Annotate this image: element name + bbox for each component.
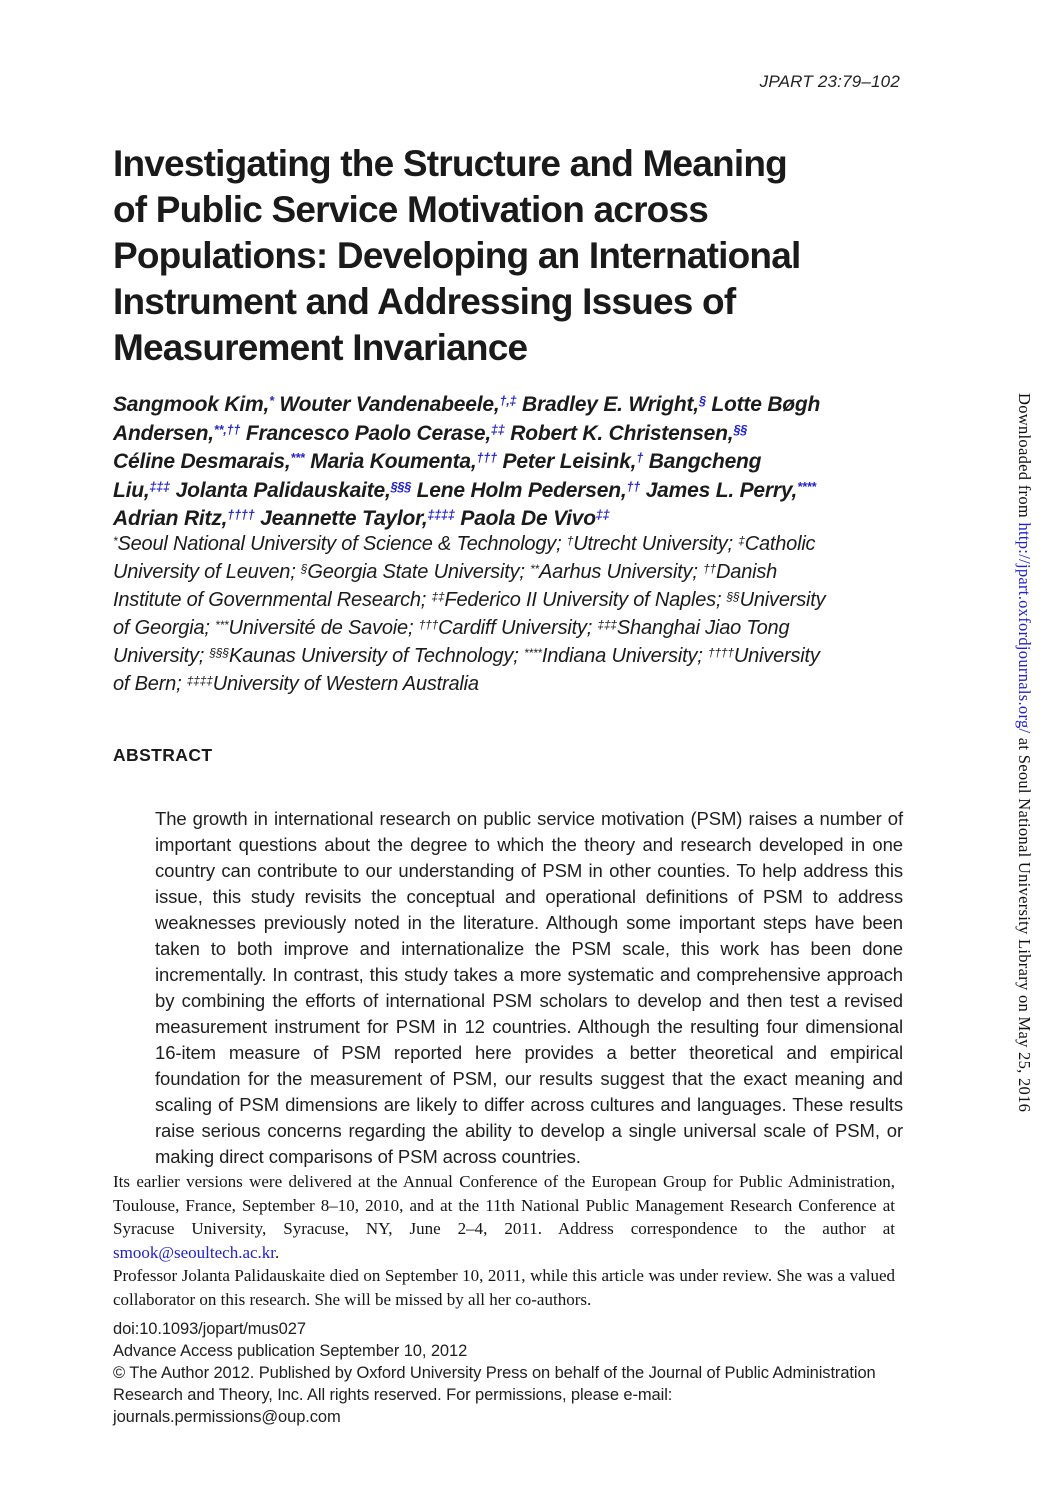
text-segment: Lene Holm Pedersen, (411, 478, 627, 502)
footnote-marker: ‡‡‡‡ (186, 673, 213, 688)
footnote-marker: ‡‡ (431, 589, 445, 604)
affiliations-line (113, 531, 913, 559)
footnote-marker: ‡ (738, 533, 745, 548)
text-segment: Sangmook Kim, (113, 393, 270, 416)
footnote-marker: §§§ (209, 645, 229, 660)
text-segment: Bradley E. Wright, (516, 393, 699, 416)
text-segment: Wouter Vandenabeele, (273, 393, 500, 416)
text-segment: Jeannette Taylor, (254, 507, 428, 530)
text-segment: . (275, 1242, 280, 1262)
text-segment: of Georgia; (113, 617, 216, 639)
download-source-link[interactable]: http://jpart.oxfordjournals.org/ (1015, 522, 1034, 734)
text-segment: Adrian Ritz, (113, 507, 228, 530)
authors-line (113, 449, 913, 478)
footnote-marker: **** (524, 645, 542, 660)
authors-line (113, 392, 913, 421)
text-segment: Paola De Vivo (454, 507, 596, 530)
footnote-marker: †† (626, 479, 641, 494)
footnote-marker: ‡‡‡‡ (427, 508, 455, 523)
text-segment: Francesco Paolo Cerase, (240, 421, 492, 445)
authors-block (113, 392, 913, 535)
publication-info-line: Advance Access publication September 10, 2012 (113, 1342, 468, 1360)
text-segment: University; (113, 645, 210, 667)
abstract-text: The growth in international research on public service motivation (PSM) raises a number of important questions about the degree to which the theory and research developed in one country can contribute to our understanding of PSM in other counties. To help address this issue, this study revisits the conceptual and operational definitions of PSM to address weaknesses previously noted in the literature. Although some important steps have been taken to both improve and internationalize the PSM scale, this work has been done incrementally. In contrast, this study takes a more systematic and comprehensive approach by combining the efforts of international PSM scholars to develop and then test a revised measurement instrument for PSM in 12 countries. Although the resulting four dimensional 16-item measure of PSM reported here provides a better theoretical and empirical foundation for the measurement of PSM, our results suggest that the exact meaning and scaling of PSM dimensions are likely to differ across cultures and languages. These results raise serious concerns regarding the ability to develop a single universal scale of PSM, or making direct comparisons of PSM across countries. (155, 808, 903, 1167)
paper-title-line: Populations: Developing an International (113, 235, 801, 276)
text-segment: at Seoul National University Library on May 25, 2016 (1015, 733, 1034, 1113)
text-segment: Georgia State University; (307, 561, 531, 583)
text-segment: University of Leuven; (113, 561, 301, 583)
paper-title-line: of Public Service Motivation across (113, 189, 709, 230)
affiliations-line (113, 559, 913, 587)
footnote-conference-note (113, 1170, 895, 1264)
text-segment: of Bern; (113, 673, 187, 695)
footnote-marker: §§ (726, 589, 740, 604)
affiliations-line (113, 643, 913, 671)
authors-line (113, 421, 913, 450)
text-segment: University (733, 645, 820, 667)
footnote-marker: † (566, 533, 574, 548)
footnote-marker: §§§ (390, 479, 412, 494)
text-segment: Its earlier versions were delivered at the Annual Conference of the European Group for Public Administration, Toulouse, France, September 8–10, 2010, and at the 11th National Public Management Research Conference at Syracuse University, Syracuse, NY, June 2–4, 2011. Address correspondence to the author at (113, 1172, 895, 1238)
paper-title-line: Instrument and Addressing Issues of (113, 281, 736, 322)
footnote-marker: § (698, 394, 706, 409)
affiliations-line (113, 615, 913, 643)
footnote-marker: * (113, 533, 118, 548)
paper-title (113, 141, 913, 371)
text-segment: University of Western Australia (212, 673, 479, 695)
footnote-marker: † (636, 451, 644, 466)
footnote-marker: *** (290, 451, 305, 466)
footnote-marker: *** (215, 617, 229, 632)
text-segment: Lotte Bøgh (705, 393, 821, 416)
text-segment: Cardiff University; (438, 617, 598, 639)
footnote-marker: * (269, 394, 274, 409)
text-segment: Bangcheng (643, 450, 762, 473)
text-segment: James L. Perry, (640, 478, 798, 502)
text-segment: Utrecht University; (573, 533, 739, 555)
text-segment: Institute of Governmental Research; (113, 589, 432, 611)
text-segment: Seoul National University of Science & Technology; (117, 533, 567, 555)
paper-title-line: Measurement Invariance (113, 327, 528, 368)
text-segment: Peter Leisink, (496, 450, 637, 473)
authors-line (113, 478, 913, 507)
footnote-memorial-note: Professor Jolanta Palidauskaite died on September 10, 2011, while this article was under review. She was a valued collaborator on this research. She will be missed by all her co-authors. (113, 1266, 895, 1309)
text-segment: Aarhus University; (539, 561, 704, 583)
footnote-marker: ‡‡ (595, 508, 610, 523)
text-segment: Robert K. Christensen, (504, 421, 734, 445)
text-segment: University (739, 589, 826, 611)
download-watermark (1014, 393, 1034, 1153)
footnote-marker: **** (797, 479, 816, 494)
text-segment: Kaunas University of Technology; (228, 645, 524, 667)
footnote-marker: †† (703, 561, 717, 576)
footnote-marker: †††† (707, 645, 734, 660)
footnote-marker: § (300, 561, 308, 576)
footnote-marker: †,‡ (499, 394, 517, 409)
footnote-marker: ** (530, 561, 540, 576)
text-segment: Université de Savoie; (228, 617, 419, 639)
text-segment: Catholic (744, 533, 816, 555)
text-segment: Federico II University of Naples; (444, 589, 727, 611)
text-segment: Danish (716, 561, 778, 583)
text-segment: Liu, (113, 478, 150, 502)
text-segment: Shanghai Jiao Tong (616, 617, 790, 639)
text-segment: Maria Koumenta, (304, 450, 477, 473)
abstract-heading: ABSTRACT (113, 745, 213, 765)
text-segment: Céline Desmarais, (113, 450, 291, 473)
paper-title-line: Investigating the Structure and Meaning (113, 143, 787, 184)
footnote-marker: §§ (733, 422, 748, 437)
affiliations-line (113, 671, 913, 699)
footnote-marker: **,†† (213, 422, 241, 437)
affiliations-line (113, 587, 913, 615)
publication-info-line: doi:10.1093/jopart/mus027 (113, 1320, 306, 1338)
publication-info-block (113, 1318, 903, 1428)
copyright-text: © The Author 2012. Published by Oxford University Press on behalf of the Journal of Public Administration Research and Theory, Inc. All rights reserved. For permissions, please e-mail: journals.permissions@oup.com (113, 1364, 876, 1426)
footnote-marker: †††† (227, 508, 255, 523)
text-segment: Jolanta Palidauskaite, (169, 478, 391, 502)
author-email-link[interactable]: smook@seoultech.ac.kr (113, 1242, 276, 1262)
text-segment: Downloaded from (1015, 393, 1034, 523)
footnote-marker: ‡‡‡ (149, 479, 170, 494)
footnote-marker: ‡‡‡ (597, 617, 617, 632)
footnote-marker: ‡‡ (491, 422, 505, 437)
footnote-marker: ††† (476, 451, 497, 466)
affiliations-block (113, 531, 913, 699)
journal-citation: JPART 23:79–102 (759, 72, 900, 91)
footnote-marker: ††† (418, 617, 439, 632)
text-segment: Andersen, (113, 421, 214, 445)
text-segment: Indiana University; (541, 645, 708, 667)
doi-and-access-lines (113, 1318, 903, 1362)
footnote-block (113, 1170, 895, 1311)
